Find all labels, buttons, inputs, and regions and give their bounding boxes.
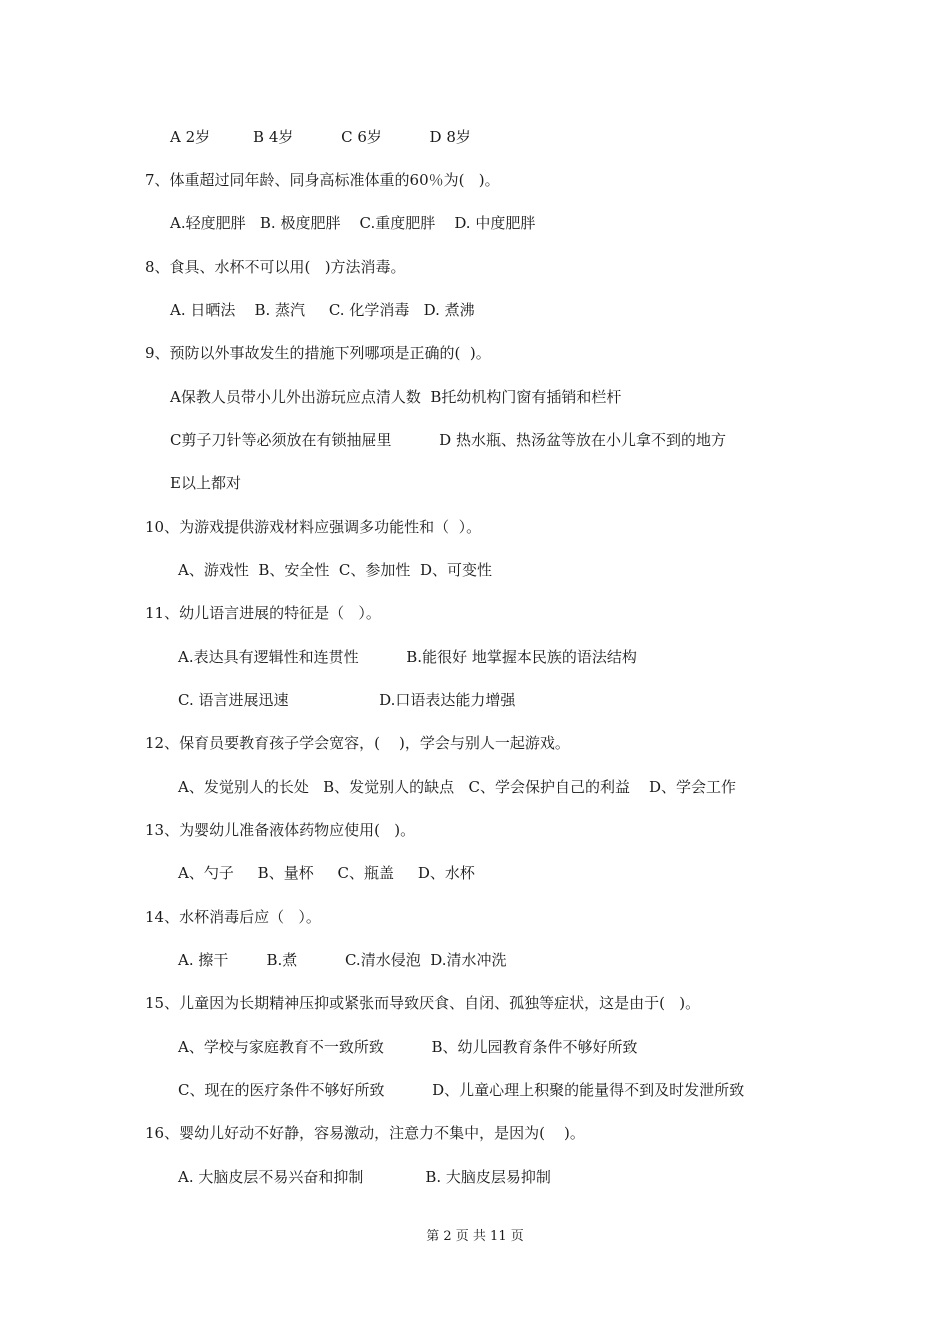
option-line: A. 大脑皮层不易兴奋和抑制 B. 大脑皮层易抑制 xyxy=(178,1168,551,1186)
option-line: C剪子刀针等必须放在有锁抽屉里 D 热水瓶、热汤盆等放在小儿拿不到的地方 xyxy=(170,431,726,449)
option-line: A、发觉别人的长处 B、发觉别人的缺点 C、学会保护自己的利益 D、学会工作 xyxy=(178,778,737,796)
question-line: 10、为游戏提供游戏材料应强调多功能性和（ ）。 xyxy=(145,518,482,536)
question-line: 7、体重超过同年龄、同身高标准体重的60％为( )。 xyxy=(145,171,500,189)
option-line: A.表达具有逻辑性和连贯性 B.能很好 地掌握本民族的语法结构 xyxy=(178,648,637,666)
option-line: A.轻度肥胖 B. 极度肥胖 C.重度肥胖 D. 中度肥胖 xyxy=(170,214,536,232)
question-line: 14、水杯消毒后应（ ）。 xyxy=(145,908,321,926)
question-line: 8、食具、水杯不可以用( )方法消毒。 xyxy=(145,258,406,276)
question-line: 16、婴幼儿好动不好静，容易激动，注意力不集中，是因为( )。 xyxy=(145,1124,585,1142)
option-line: E以上都对 xyxy=(170,474,241,492)
option-line: A、勺子 B、量杯 C、瓶盖 D、水杯 xyxy=(178,864,475,882)
page-footer: 第 2 页 共 11 页 xyxy=(426,1229,524,1244)
question-line: 12、保育员要教育孩子学会宽容，( )，学会与别人一起游戏。 xyxy=(145,734,570,752)
option-line: A. 日晒法 B. 蒸汽 C. 化学消毒 D. 煮沸 xyxy=(170,301,475,319)
option-line: A、学校与家庭教育不一致所致 B、幼儿园教育条件不够好所致 xyxy=(178,1038,638,1056)
question-line: 13、为婴幼儿准备液体药物应使用( )。 xyxy=(145,821,416,839)
option-line: C. 语言进展迅速 D.口语表达能力增强 xyxy=(178,691,516,709)
option-line: C、现在的医疗条件不够好所致 D、儿童心理上积聚的能量得不到及时发泄所致 xyxy=(178,1081,745,1099)
option-line: A、游戏性 B、安全性 C、参加性 D、可变性 xyxy=(178,561,492,579)
option-line: A保教人员带小儿外出游玩应点清人数 B托幼机构门窗有插销和栏杆 xyxy=(170,388,622,406)
option-line: A 2岁 B 4岁 C 6岁 D 8岁 xyxy=(170,128,471,146)
option-line: A. 擦干 B.煮 C.清水侵泡 D.清水冲洗 xyxy=(178,951,507,969)
question-line: 9、预防以外事故发生的措施下列哪项是正确的( )。 xyxy=(145,344,491,362)
question-line: 15、儿童因为长期精神压抑或紧张而导致厌食、自闭、孤独等症状，这是由于( )。 xyxy=(145,994,701,1012)
question-line: 11、幼儿语言进展的特征是（ ）。 xyxy=(145,604,381,622)
